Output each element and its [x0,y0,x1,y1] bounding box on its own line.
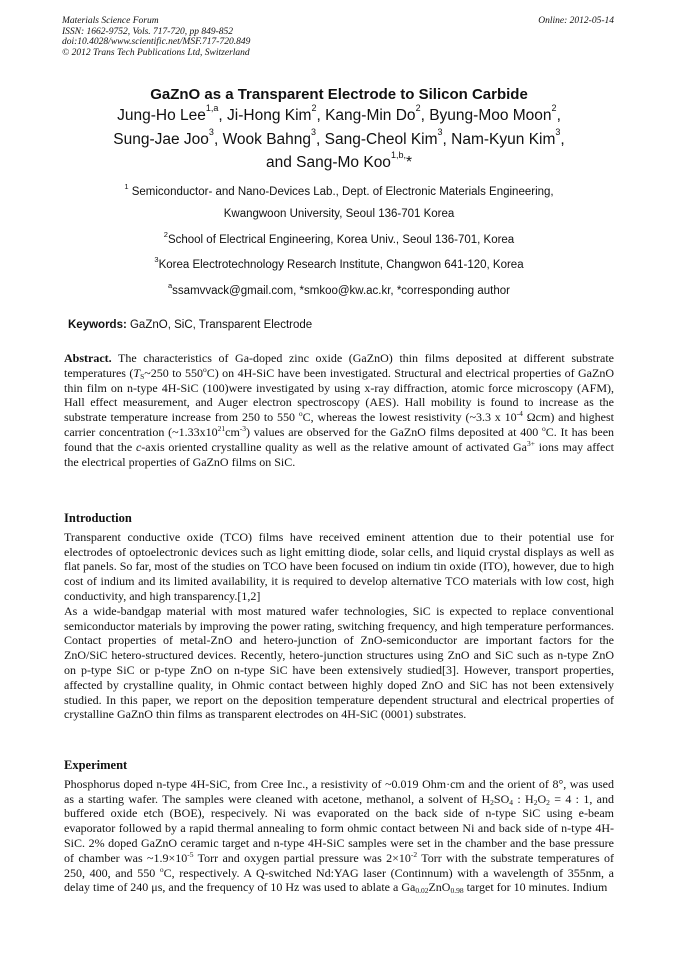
author-separator: , [560,130,565,148]
abstract-section [64,351,614,469]
affiliation-text: Semiconductor- and Nano-Devices Lab., Dept. of Electronic Materials Engineering, [131,186,554,198]
affiliation-2 [60,230,618,247]
author-affiliation-mark: 3 [437,126,443,137]
author-name: Nam-Kyun Kim [451,130,556,148]
author-name: Ji-Hong Kim [227,107,312,124]
online-date: Online: 2012-05-14 [538,16,614,26]
keywords-label: Keywords: [68,319,127,331]
affiliation-3 [60,255,618,272]
keywords [68,319,312,331]
introduction-section [64,511,614,722]
author-separator: , [316,130,325,148]
affiliation-mark: 1 [124,182,129,191]
author-affiliation-mark: 3 [555,126,561,137]
author-separator: , [442,130,452,148]
experiment-paragraph: Phosphorus doped n-type 4H-SiC, from Cree Inc., a resistivity of ~0.019 Ohm·cm and the orient of 8°, was used as a starting wafer. The samples were cleaned with acetone, methanol, a solvent of $H_2SO_4$ : $H_2O_2 = 4$ : 1, and buffered oxide etch (BOE), respecively. Ni was evaporated on the back side of n-type SiC using e-beam evaporator followed by a rapid thermal annealing to form ohmic contact between Ni and back side of n-type 4H-SiC. 2% doped GaZnO ceramic target and n-type 4H-SiC samples were set in the chamber and the base pressure of chamber was $\sim 1.9\times 10^{-5}$ Torr and oxygen partial pressure was $2\times 10^{-2}$ Torr with the substrate temperatures of 250, 400, and 550 $^o$C, respectively. A Q-switched Nd:YAG laser (Continnum) with a wavelength of 355nm, a delay time of 240 μs, and the frequency of 10 Hz was used to ablate a $Ga_{0.02}ZnO_{0.98}$ target for 10 minutes. Indium [64,776,615,896]
author-separator: , [218,107,228,124]
experiment-section [64,758,614,895]
journal-name: Materials Science Forum [62,16,159,26]
author-affiliation-mark: 2 [415,103,421,113]
author-name: Sang-Cheol Kim [324,130,438,148]
affiliation-text: Kwangwoon University, Seoul 136-701 Korea [223,208,455,220]
author-separator: , [316,107,326,124]
affiliation-text: Korea Electrotechnology Research Institute, Changwon 641-120, Korea [158,259,524,271]
author-name: Wook Bahng [222,130,312,148]
author-affiliation-mark: 2 [551,103,557,113]
affiliation-mark: 2 [163,230,168,239]
author-name: Kang-Min Do [325,107,416,124]
affiliation-1 [60,182,618,221]
author-name: Sung-Jae Joo [113,130,209,148]
issn-line: ISSN: 1662-9752, Vols. 717-720, pp 849-852 [62,26,233,37]
paper-title: GaZnO as a Transparent Electrode to Silicon Carbide [150,86,528,103]
abstract-label: Abstract. [64,351,112,365]
author-affiliation-mark: 1,a [205,103,219,113]
section-heading: Experiment [64,758,128,772]
section-heading: Introduction [64,511,132,525]
author-affiliation-mark: 1,b, [390,150,406,160]
email-text: ssamvvack@gmail.com, *smkoo@kw.ac.kr, *corresponding author [172,285,510,297]
keywords-text: GaZnO, SiC, Transparent Electrode [126,319,313,331]
author-name: and Sang-Mo Koo [265,154,391,171]
affiliation-text: School of Electrical Engineering, Korea Univ., Seoul 136-701, Korea [167,234,515,246]
author-line-2 [60,128,618,152]
copyright-line: © 2012 Trans Tech Publications Ltd, Switzerland [62,47,250,58]
author-affiliation-mark: 2 [311,103,317,113]
author-name: Jung-Ho Lee [117,107,206,124]
author-separator: * [405,154,412,171]
author-separator: , [556,107,561,124]
affiliation-mark: 3 [154,255,159,264]
author-line-1 [60,104,618,128]
author-list [60,104,618,175]
author-affiliation-mark: 3 [208,126,214,137]
intro-paragraph-2: As a wide-bandgap material with most matured wafer technologies, SiC is expected to replace conventional semiconductor materials by improving the power rating, switching frequency, and high temperature performances. Contact properties of metal-ZnO and hetero-junction of ZnO-semiconductor are important factors for the ZnO/SiC hetero-structured devices. Recently, hetero-junction structures using ZnO and SiC such as n-type ZnO on p-type SiC or p-type ZnO on n-type SiC have been extensively studied[3]. However, transport properties, affected by crystalline quality, in Ohmic contact between highly doped ZnO and SiC has not been extensively studied. In this paper, we report on the deposition temperature dependent structural and electrical properties of crystalline GaZnO thin films as transparent electrodes on 4H-SiC (0001) substrates. [64,603,614,722]
author-separator: , [213,130,223,148]
doi-line: doi:10.4028/www.scientific.net/MSF.717-720.849 [62,37,251,48]
author-affiliation-mark: 3 [311,126,317,137]
intro-paragraph-1: Transparent conductive oxide (TCO) films have received eminent attention due to their potential use for electrodes of optoelectronic devices such as light emitting diode, solar cells, and liquid crystal displays as well as flat panels. So far, most of the studies on TCO have been focused on indium tin oxide (ITO), however, due to high cost of indium and its limited availability, it is required to develop alternative TCO materials with low cost, high conductivity, and high transparency.[1,2] [64,529,614,603]
abstract-paragraph: Abstract. The characteristics of Ga-doped zinc oxide (GaZnO) thin films deposited at different substrate temperatures ($T_S\sim 250$ to 550$^o$C) on 4H-SiC have been investigated. Structural and electrical properties of GaZnO thin film on n-type 4H-SiC (100)were investigated by using x-ray diffraction, atomic force microscopy (AFM), Hall effect measurement, and Auger electron spectroscopy (AES). Hall mobility is found to increase as the substrate temperature increase from 250 to 550 $^o$C, whereas the lowest resistivity (~3.3 x $10^{-4}$ Ωcm) and highest carrier concentration $(\sim 1.33x10^{21}cm^{-3})$ values are observed for the GaZnO films deposited at 400 $^o$C. It has been found that the c-axis oriented crystalline quality as well as the relative amount of activated $Ga^{3+}$ ions may affect the electrical properties of GaZnO films on SiC. [64,351,615,469]
affiliation-mark: a [168,281,173,290]
author-name: Byung-Moo Moon [429,107,552,124]
author-line-3 [60,151,618,175]
contact-emails [60,281,618,298]
journal-header [62,16,250,58]
author-separator: , [420,107,430,124]
